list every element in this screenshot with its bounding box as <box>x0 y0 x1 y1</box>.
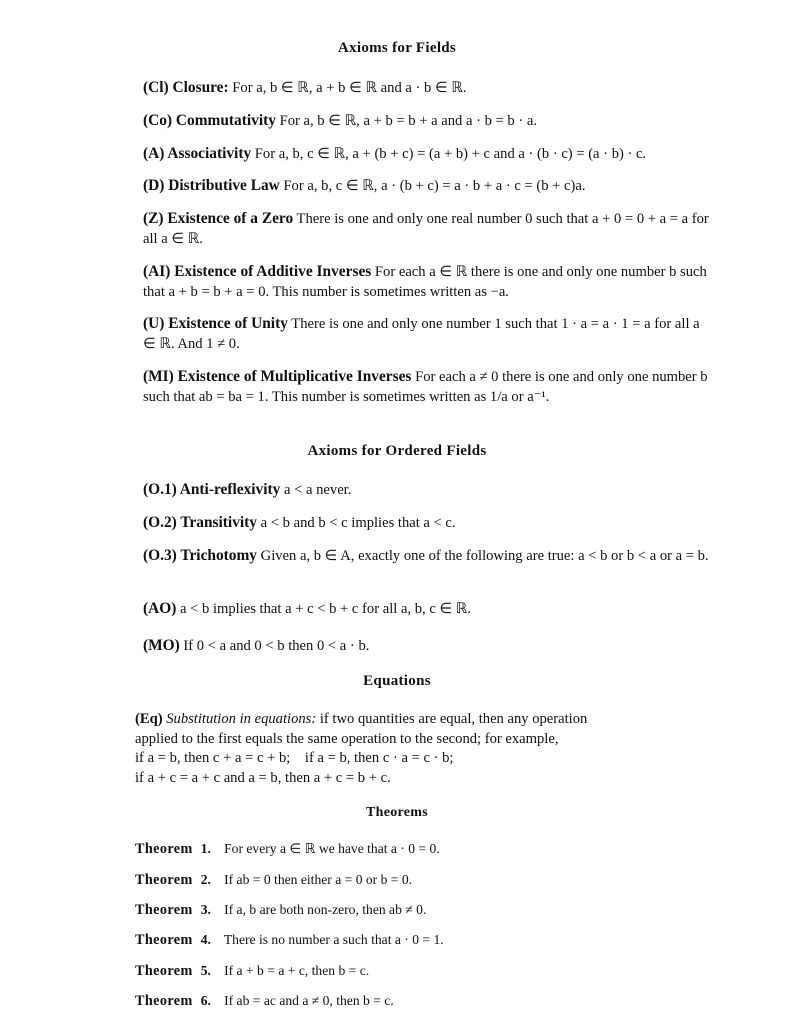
theorem-text: If ab = 0 then either a = 0 or b = 0. <box>224 872 413 887</box>
axiom-text: There is one and only one number 1 such that 1 · a = a · 1 = a for all a ∈ ℝ. And 1 ≠ 0. <box>143 316 700 352</box>
axiom-label: (MI) Existence of Multiplicative Inverses <box>143 368 412 385</box>
axiom-text: For a, b, c ∈ ℝ, a + (b + c) = (a + b) + c and a · (b · c) = (a · b) · c. <box>251 146 647 162</box>
theorem-1 <box>135 840 715 858</box>
theorem-number: 4. <box>200 932 211 947</box>
theorem-text: There is no number a such that a · 0 = 1. <box>223 932 444 947</box>
heading-theorems: Theorems <box>365 805 429 820</box>
axiom-multiplicative-inverses <box>143 367 715 407</box>
axiom-commutativity <box>143 111 715 131</box>
axiom-label: (AO) <box>143 600 177 617</box>
axiom-text: If 0 < a and 0 < b then 0 < a · b. <box>179 638 370 654</box>
equations-line-4: if a + c = a + c and a = b, then a + c = b + c. <box>135 769 391 786</box>
theorem-text: If ab = ac and a ≠ 0, then b = c. <box>224 993 394 1008</box>
axiom-text: For a, b ∈ ℝ, a + b ∈ ℝ and a · b ∈ ℝ. <box>228 80 467 96</box>
theorem-number: 2. <box>200 872 211 887</box>
heading-axioms-ordered-fields: Axioms for Ordered Fields <box>307 443 487 459</box>
axiom-transitivity <box>143 513 715 533</box>
axiom-label: (U) Existence of Unity <box>143 315 288 332</box>
axiom-text: For each a ∈ ℝ there is one and only one number b such that a + b = b + a = 0. This number is sometimes written as −a. <box>143 264 707 300</box>
theorem-text: For every a ∈ ℝ we have that a · 0 = 0. <box>224 841 440 856</box>
theorem-text: If a, b are both non-zero, then ab ≠ 0. <box>224 902 427 917</box>
axiom-text: Given a, b ∈ A, exactly one of the following are true: a < b or b < a or a = b. <box>257 548 709 564</box>
theorem-number: 5. <box>200 963 211 978</box>
axiom-label: (O.1) Anti-reflexivity <box>143 481 281 498</box>
theorem-label: Theorem <box>135 963 193 979</box>
theorem-4 <box>135 931 715 949</box>
axiom-additive-inverses <box>143 262 715 302</box>
axiom-label: (AI) Existence of Additive Inverses <box>143 263 372 280</box>
axiom-unity <box>143 314 715 354</box>
axiom-text: a < a never. <box>280 482 352 498</box>
theorem-label: Theorem <box>135 932 193 948</box>
axiom-associativity <box>143 144 715 164</box>
theorem-3 <box>135 901 715 919</box>
axiom-text: For each a ≠ 0 there is one and only one number b such that ab = ba = 1. This number is sometimes written as 1/a or a⁻¹. <box>143 369 708 405</box>
axiom-label: (A) Associativity <box>143 145 252 162</box>
theorem-number: 6. <box>200 993 211 1008</box>
axiom-label: (Co) Commutativity <box>143 112 276 129</box>
equations-paragraph <box>135 710 715 788</box>
theorem-6 <box>135 992 715 1010</box>
theorem-text: If a + b = a + c, then b = c. <box>224 963 370 978</box>
theorem-label: Theorem <box>135 993 193 1009</box>
axiom-anti-reflexivity <box>143 480 715 500</box>
axiom-label: (O.3) Trichotomy <box>143 547 257 564</box>
equations-label: (Eq) <box>135 711 163 727</box>
axiom-label: (Z) Existence of a Zero <box>143 210 294 227</box>
axiom-text: a < b implies that a + c < b + c for all a, b, c ∈ ℝ. <box>176 601 472 617</box>
axiom-trichotomy <box>143 546 715 566</box>
axiom-text: a < b and b < c implies that a < c. <box>257 515 456 531</box>
axiom-label: (MO) <box>143 637 180 654</box>
axiom-distributive <box>143 176 715 196</box>
theorem-label: Theorem <box>135 902 193 918</box>
theorem-2 <box>135 871 715 889</box>
heading-equations: Equations <box>363 673 431 689</box>
theorem-number: 3. <box>200 902 211 917</box>
equations-line-1 <box>135 710 715 730</box>
theorem-label: Theorem <box>135 841 193 857</box>
equations-line-1-text: if two quantities are equal, then any operation <box>316 711 588 727</box>
axiom-zero <box>143 209 715 249</box>
axiom-text: For a, b ∈ ℝ, a + b = b + a and a · b = b · a. <box>275 113 537 129</box>
axiom-multiplicative-order <box>143 636 715 656</box>
equations-italic-title: Substitution in equations: <box>162 711 317 727</box>
axiom-additive-order <box>143 599 715 619</box>
axiom-closure <box>143 78 715 98</box>
axiom-text: There is one and only one real number 0 such that a + 0 = 0 + a = a for all a ∈ ℝ. <box>143 211 709 247</box>
theorem-number: 1. <box>200 841 211 856</box>
equations-line-2: applied to the first equals the same operation to the second; for example, <box>135 730 559 747</box>
axiom-text: For a, b, c ∈ ℝ, a · (b + c) = a · b + a · c = (b + c)a. <box>279 178 586 194</box>
heading-axioms-fields: Axioms for Fields <box>337 40 457 56</box>
theorem-5 <box>135 962 715 980</box>
axiom-label: (O.2) Transitivity <box>143 514 258 531</box>
axiom-label: (Cl) Closure: <box>143 79 229 96</box>
axiom-label: (D) Distributive Law <box>143 177 280 194</box>
theorem-label: Theorem <box>135 872 193 888</box>
equations-line-3: if a = b, then c + a = c + b; if a = b, then c · a = c · b; <box>135 750 454 766</box>
